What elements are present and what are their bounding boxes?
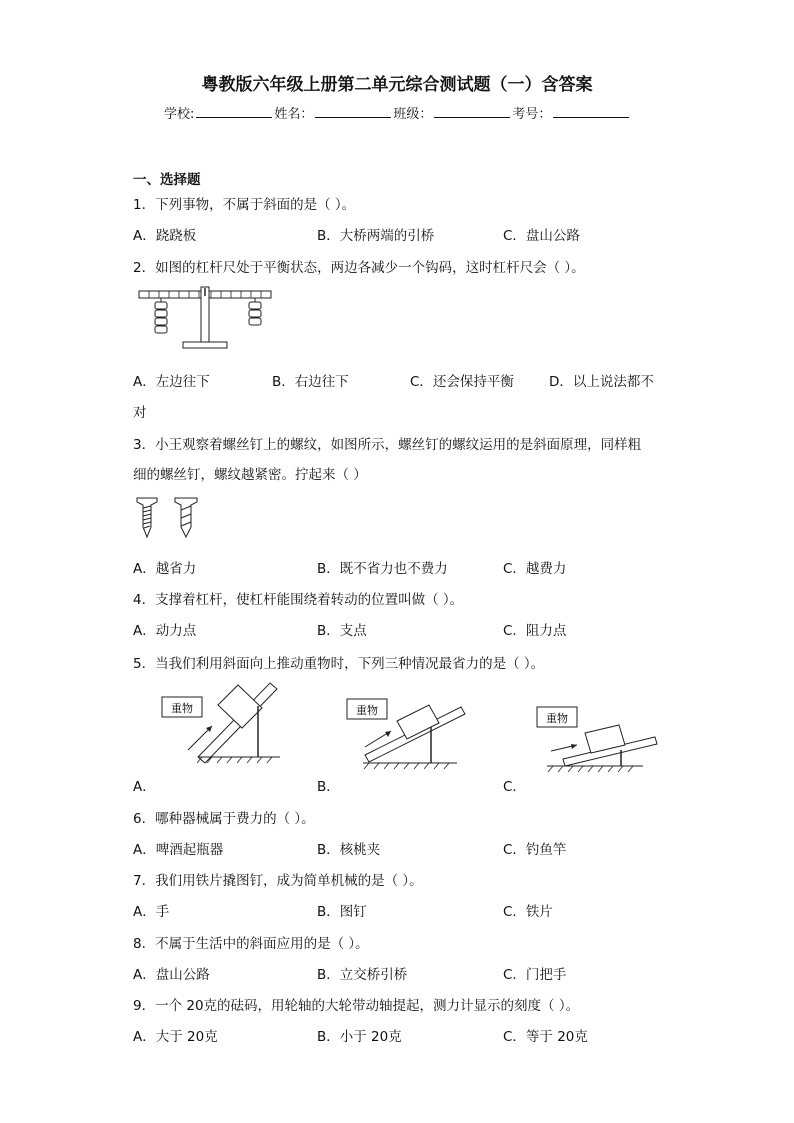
q8-option-b[interactable]: B．立交桥引桥 [317, 967, 408, 983]
class-label: 班级： [393, 107, 433, 122]
q9-option-a[interactable]: A．大于 20克 [133, 1029, 218, 1045]
q1-option-a[interactable]: A．跷跷板 [133, 228, 197, 244]
question-6: 6．哪种器械属于费力的（ ）。 [133, 811, 315, 827]
screws-figure [135, 495, 205, 543]
q4-option-a[interactable]: A．动力点 [133, 623, 197, 639]
school-label: 学校: [164, 107, 195, 122]
q8-option-a[interactable]: A．盘山公路 [133, 967, 210, 983]
weight-label-b: 重物 [356, 704, 378, 717]
question-7: 7．我们用铁片撬图钉，成为简单机械的是（ ）。 [133, 873, 423, 889]
question-3-line-2: 细的螺丝钉，螺纹越紧密。拧起来（ ） [133, 467, 367, 483]
incline-figure-b [345, 693, 475, 773]
q6-option-c[interactable]: C．钓鱼竿 [503, 842, 567, 858]
q5-option-b[interactable]: B． [317, 779, 340, 795]
incline-figure-a [160, 683, 290, 773]
q8-option-c[interactable]: C．门把手 [503, 967, 567, 983]
q3-option-b[interactable]: B．既不省力也不费力 [317, 561, 448, 577]
question-3-line-1: 3．小王观察着螺丝钉上的螺纹，如图所示，螺丝钉的螺纹运用的是斜面原理，同样粗 [133, 437, 642, 453]
q4-option-b[interactable]: B．支点 [317, 623, 367, 639]
q9-option-b[interactable]: B．小于 20克 [317, 1029, 402, 1045]
weight-label-c: 重物 [546, 712, 568, 725]
class-blank[interactable] [434, 105, 510, 118]
school-blank[interactable] [196, 105, 272, 118]
weight-label-a: 重物 [171, 702, 193, 715]
q3-option-c[interactable]: C．越费力 [503, 561, 567, 577]
lever-balance-figure [137, 284, 277, 354]
q2-option-d-continued: 对 [133, 405, 147, 421]
number-label: 考号： [512, 107, 552, 122]
q5-option-a[interactable]: A． [133, 779, 156, 795]
number-blank[interactable] [553, 105, 629, 118]
student-info-line [164, 103, 631, 122]
name-blank[interactable] [315, 105, 391, 118]
question-2: 2．如图的杠杆尺处于平衡状态，两边各减少一个钩码，这时杠杆尺会（ ）。 [133, 260, 585, 276]
q7-option-b[interactable]: B．图钉 [317, 904, 367, 920]
question-9: 9．一个 20克的砝码，用轮轴的大轮带动轴提起，测力计显示的刻度（ ）。 [133, 998, 580, 1014]
q2-option-d[interactable]: D．以上说法都不 [549, 374, 654, 390]
q3-option-a[interactable]: A．越省力 [133, 561, 197, 577]
page-title: 粤教版六年级上册第二单元综合测试题（一）含答案 [201, 75, 593, 95]
q2-option-c[interactable]: C．还会保持平衡 [410, 374, 514, 390]
q2-option-a[interactable]: A．左边往下 [133, 374, 210, 390]
q9-option-c[interactable]: C．等于 20克 [503, 1029, 588, 1045]
question-8: 8．不属于生活中的斜面应用的是（ ）。 [133, 936, 369, 952]
question-1: 1．下列事物，不属于斜面的是（ ）。 [133, 197, 356, 213]
q1-option-b[interactable]: B．大桥两端的引桥 [317, 228, 435, 244]
question-4: 4．支撑着杠杆，使杠杆能围绕着转动的位置叫做（ ）。 [133, 592, 464, 608]
section-heading: 一、选择题 [133, 172, 201, 188]
q1-option-c[interactable]: C．盘山公路 [503, 228, 580, 244]
question-5: 5．当我们利用斜面向上推动重物时，下列三种情况最省力的是（ ）。 [133, 656, 545, 672]
q6-option-b[interactable]: B．核桃夹 [317, 842, 381, 858]
q7-option-c[interactable]: C．铁片 [503, 904, 553, 920]
q7-option-a[interactable]: A．手 [133, 904, 170, 920]
q5-option-c[interactable]: C． [503, 779, 526, 795]
q6-option-a[interactable]: A．啤酒起瓶器 [133, 842, 224, 858]
incline-figure-c [533, 703, 663, 775]
name-label: 姓名： [274, 107, 314, 122]
q2-option-b[interactable]: B．右边往下 [272, 374, 349, 390]
q4-option-c[interactable]: C．阻力点 [503, 623, 567, 639]
